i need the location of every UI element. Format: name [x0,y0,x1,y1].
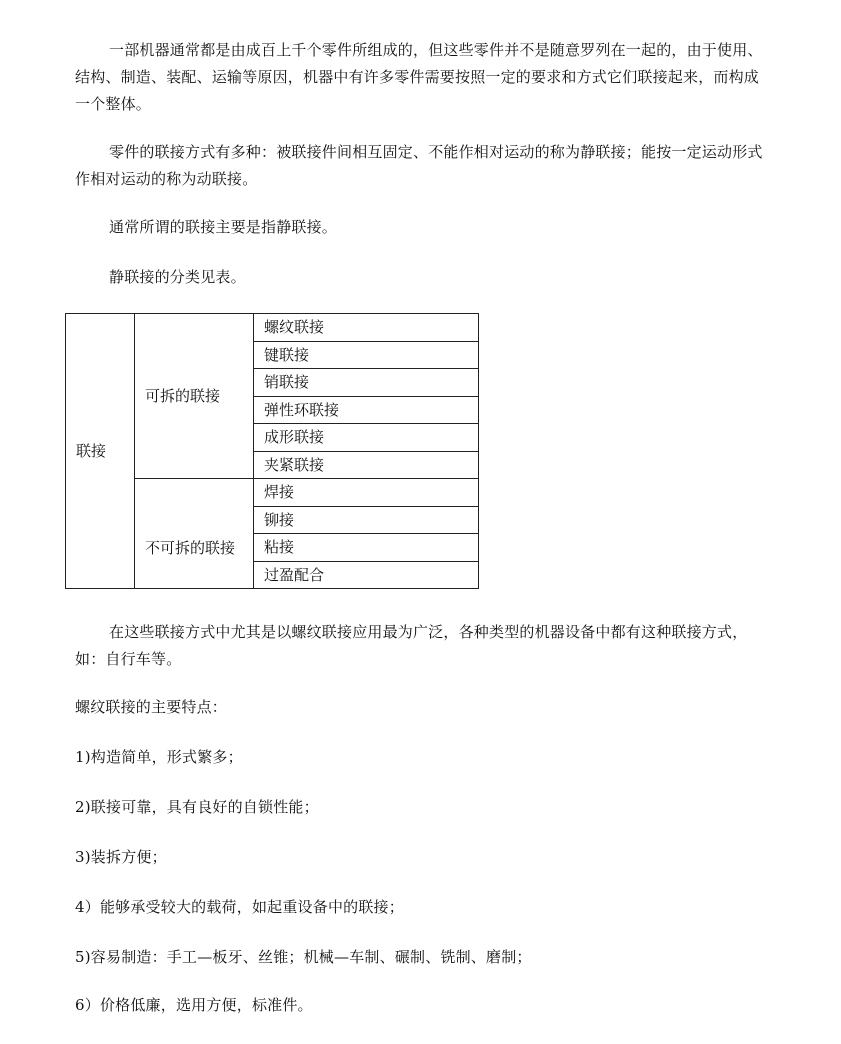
table-item: 成形联接 [254,424,479,452]
feature-item: 3)装拆方便； [75,848,167,866]
table-intro: 静联接的分类见表。 [109,268,246,286]
table-item: 销联接 [254,369,479,397]
table-item: 粘接 [254,534,479,562]
table-item: 螺纹联接 [254,314,479,342]
feature-item: 2)联接可靠，具有良好的自锁性能； [75,798,319,816]
feature-item: 1)构造简单，形式繁多； [75,748,243,766]
group-detachable: 可拆的联接 [135,314,254,479]
table-item: 键联接 [254,341,479,369]
table-root-cell: 联接 [66,314,135,589]
features-heading: 螺纹联接的主要特点： [75,698,228,716]
joint-types-paragraph: 零件的联接方式有多种：被联接件间相互固定、不能作相对运动的称为静联接；能按一定运动形式作相对运动的称为动联接。 [75,143,763,188]
group-non-detachable: 不可拆的联接 [135,479,254,589]
feature-item: 6）价格低廉，选用方便，标准件。 [75,996,313,1014]
static-joint-note: 通常所谓的联接主要是指静联接。 [109,218,338,236]
table-item: 焊接 [254,479,479,507]
static-joint-classification-table [65,313,479,589]
thread-joint-paragraph: 在这些联接方式中尤其是以螺纹联接应用最为广泛，各种类型的机器设备中都有这种联接方式，如：自行车等。 [75,623,748,668]
table-item: 铆接 [254,506,479,534]
feature-item: 4）能够承受较大的载荷，如起重设备中的联接； [75,898,404,916]
table-item: 过盈配合 [254,561,479,589]
table-item: 弹性环联接 [254,396,479,424]
table-item: 夹紧联接 [254,451,479,479]
intro-paragraph: 一部机器通常都是由成百上千个零件所组成的，但这些零件并不是随意罗列在一起的，由于使用、结构、制造、装配、运输等原因，机器中有许多零件需要按照一定的要求和方式它们联接起来，而构成一个整体。 [75,41,763,113]
feature-item: 5)容易制造：手工—板牙、丝锥；机械—车制、碾制、铣制、磨制； [75,948,532,966]
